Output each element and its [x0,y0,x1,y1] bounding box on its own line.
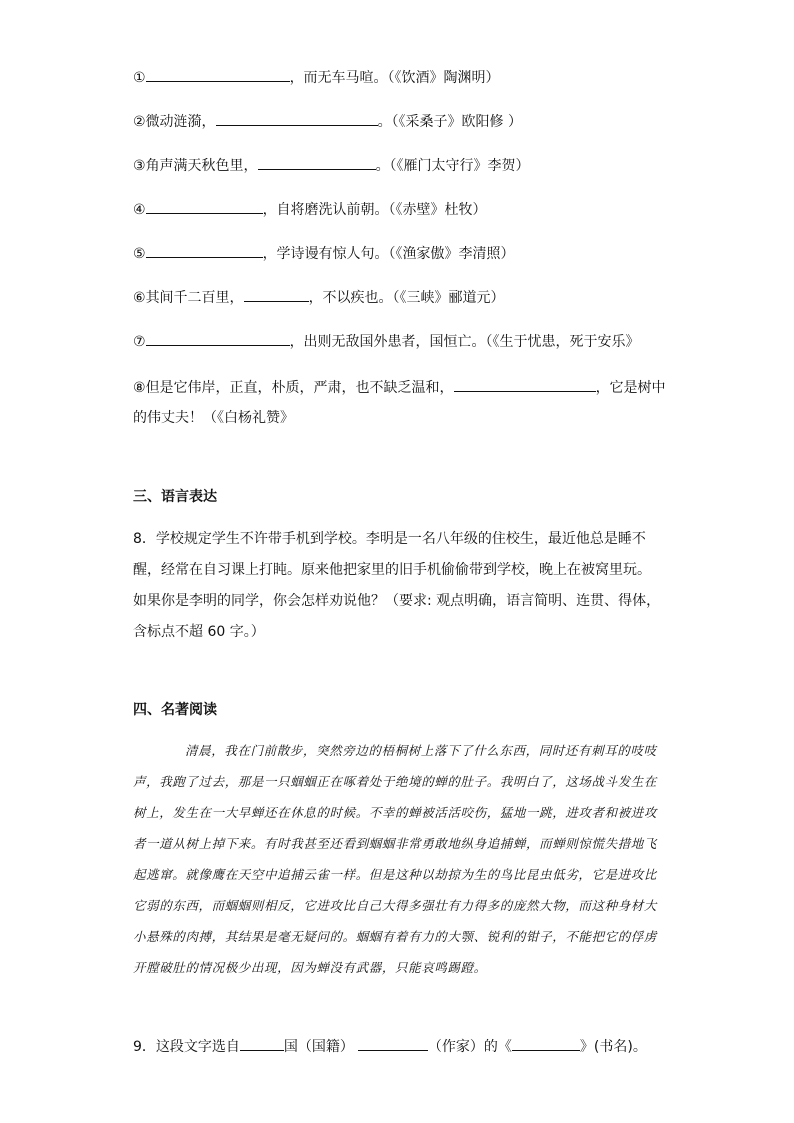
poem-text: 其间千二百里， [145,290,244,306]
answer-blank[interactable] [146,199,263,214]
poem-line-5 [133,243,515,264]
poem-text: ，学诗谩有惊人句。（《渔家傲》李清照） [262,246,515,262]
poem-marker: ④ [133,202,146,218]
poem-marker: ③ [133,158,146,174]
author-blank[interactable] [358,1036,428,1051]
poem-line-8 [133,377,666,398]
answer-blank[interactable] [216,111,378,126]
question-9 [133,1036,647,1057]
section-4-heading: 四、名著阅读 [133,702,217,718]
poem-marker: ⑧ [133,380,146,396]
poem-marker: ⑦ [133,334,146,350]
poem-line-8-continued: 的伟丈夫！（《白杨礼赞》 [133,410,294,426]
poem-text: 但是它伟岸，正直，朴质，严肃，也不缺乏温和， [145,380,454,396]
poem-text: 微动涟漪， [145,114,216,130]
poem-line-6 [133,287,505,308]
poem-line-3 [133,155,530,176]
section-3-heading: 三、语言表达 [133,489,217,505]
q9-prefix: 9．这段文字选自 [133,1039,240,1055]
poem-line-2 [133,111,522,132]
answer-blank[interactable] [258,155,376,170]
answer-blank[interactable] [146,331,290,346]
poem-text: ，不以疾也。（《三峡》郦道元） [308,290,505,306]
answer-blank[interactable] [146,243,263,258]
q9-author-label: （作家）的《 [427,1039,512,1055]
country-blank[interactable] [240,1036,284,1051]
reading-passage: 清晨，我在门前散步，突然旁边的梧桐树上落下了什么东西，同时还有刺耳的吱吱声，我跑了过去，那是一只蝈蝈正在啄着处于绝境的蝉的肚子。我明白了，这场战斗发生在树上，发生在一大早蝉还在休息的时候。不幸的蝉被活活咬伤，猛地一跳，进攻者和被进攻者一道从树上掉下来。有时我甚至还看到蝈蝈非常勇敢地纵身追捕蝉，而蝉则惊慌失措地飞起逃窜。就像鹰在天空中追捕云雀一样。但是这种以劫掠为生的鸟比昆虫低劣，它是进攻比它弱的东西，而蝈蝈则相反，它进攻比自己大得多强壮有力得多的庞然大物，而这种身材大小悬殊的肉搏，其结果是毫无疑问的。蝈蝈有着有力的大颚、锐利的钳子，不能把它的俘虏开膛破肚的情况极少出现，因为蝉没有武器，只能哀鸣踢蹬。 [133,743,658,975]
poem-marker: ⑤ [133,246,146,262]
poem-text: 角声满天秋色里， [145,158,258,174]
poem-marker: ⑥ [133,290,146,306]
book-blank[interactable] [512,1036,580,1051]
poem-text: 。（《雁门太守行》李贺） [375,158,530,174]
poem-line-7 [133,331,640,352]
q9-nationality-label: 国（国籍） [283,1039,354,1055]
answer-blank[interactable] [244,287,309,302]
poem-line-1 [133,67,500,88]
poem-text: ，出则无敌国外患者，国恒亡。（《生于忧患，死于安乐》 [289,334,640,350]
poem-marker: ① [133,70,146,86]
poem-text: ，而无车马喧。（《饮酒》陶渊明） [289,70,500,86]
poem-text: 。（《采桑子》欧阳修 ） [377,114,523,130]
question-8: 8．学校规定学生不许带手机到学校。李明是一名八年级的住校生，最近他总是睡不醒，经常在自习课上打盹。原来他把家里的旧手机偷偷带到学校，晚上在被窝里玩。如果你是李明的同学，你会怎样劝说他？（要求: 观点明确，语言简明、连贯、得体，含标点不超 60 字。） [133,531,661,640]
answer-blank[interactable] [146,67,290,82]
poem-marker: ② [133,114,146,130]
poem-line-4 [133,199,487,220]
poem-text: ，它是树中 [595,380,666,396]
answer-blank[interactable] [454,377,596,392]
q9-suffix: 》(书名)。 [579,1039,647,1055]
poem-text: ，自将磨洗认前朝。（《赤壁》杜牧） [262,202,487,218]
